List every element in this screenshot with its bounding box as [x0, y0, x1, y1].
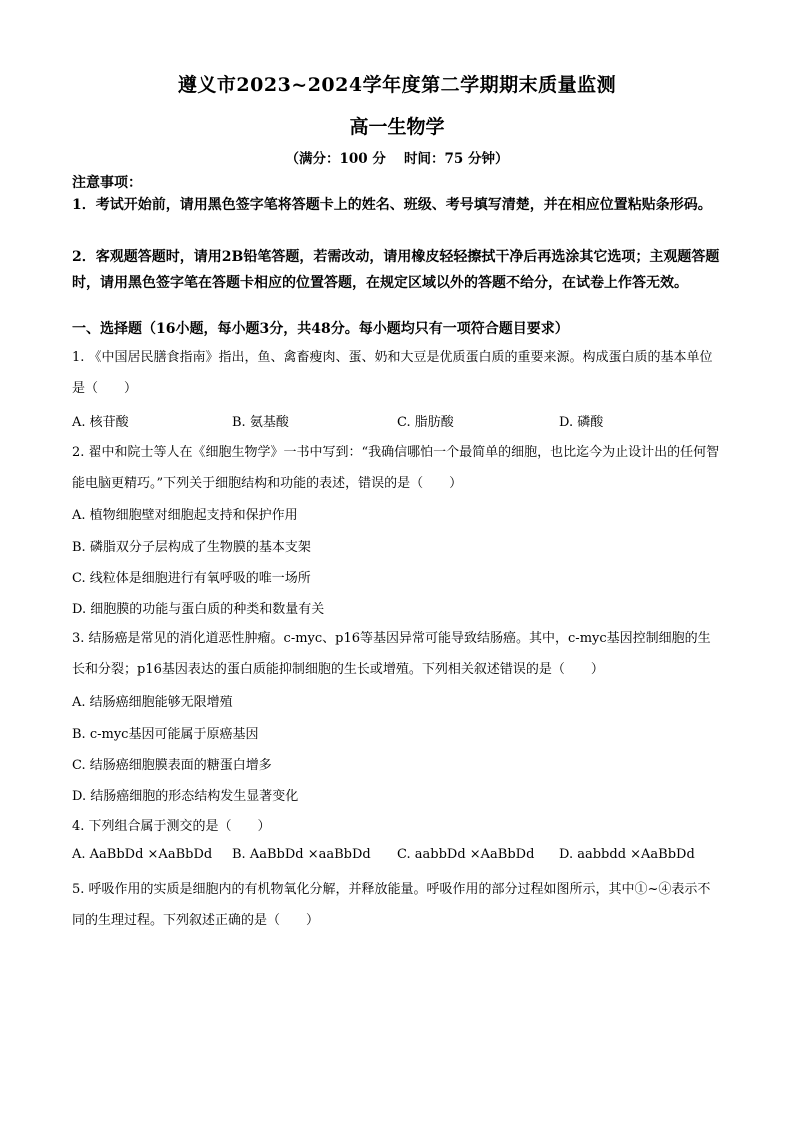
exam-title: 遵义市2023~2024学年度第二学期期末质量监测 [177, 74, 617, 96]
question-4-stem: 4. 下列组合属于测交的是（ ） [72, 819, 271, 834]
question-2-option-d: D. 细胞膜的功能与蛋白质的种类和数量有关 [72, 602, 325, 617]
question-4-option-d: D. aabbdd ×AaBbDd [559, 847, 695, 862]
exam-meta: （满分：100 分 时间：75 分钟） [285, 151, 509, 167]
notice-heading: 注意事项： [72, 175, 142, 191]
notice-item-2: 2．客观题答题时，请用2B铅笔答题，若需改动，请用橡皮轻轻擦拭干净后再选涂其它选项；主观题答题时，请用黑色签字笔在答题卡相应的位置答题，在规定区域以外的答题不给分，在试卷上作答无效。 [72, 249, 720, 291]
question-4-option-a: A. AaBbDd ×AaBbDd [72, 847, 213, 862]
question-1-option-c: C. 脂肪酸 [397, 415, 454, 430]
question-3-option-c: C. 结肠癌细胞膜表面的糖蛋白增多 [72, 758, 272, 773]
question-2-option-c: C. 线粒体是细胞进行有氧呼吸的唯一场所 [72, 571, 311, 586]
question-4-option-c: C. aabbDd ×AaBbDd [397, 847, 535, 862]
question-4-options [72, 847, 722, 867]
question-5-stem: 5. 呼吸作用的实质是细胞内的有机物氧化分解，并释放能量。呼吸作用的部分过程如图所示，其中①~④表示不同的生理过程。下列叙述正确的是（ ） [72, 882, 711, 928]
question-1-option-b: B. 氨基酸 [232, 415, 289, 430]
question-4-option-b: B. AaBbDd ×aaBbDd [232, 847, 371, 862]
exam-subject: 高一生物学 [349, 116, 445, 138]
question-2-stem: 2. 翟中和院士等人在《细胞生物学》一书中写到：“我确信哪怕一个最简单的细胞，也比迄今为止设计出的任何智能电脑更精巧。”下列关于细胞结构和功能的表述，错误的是（ ） [72, 445, 720, 491]
question-2-option-b: B. 磷脂双分子层构成了生物膜的基本支架 [72, 540, 311, 555]
question-3-stem: 3. 结肠癌是常见的消化道恶性肿瘤。c-myc、p16等基因异常可能导致结肠癌。其中，c-myc基因控制细胞的生长和分裂；p16基因表达的蛋白质能抑制细胞的生长或增殖。下列相关叙述错误的是（ ） [72, 631, 711, 677]
section-heading: 一、选择题（16小题，每小题3分，共48分。每小题均只有一项符合题目要求） [72, 321, 569, 337]
question-3-option-d: D. 结肠癌细胞的形态结构发生显著变化 [72, 789, 299, 804]
question-1-options [72, 411, 722, 431]
question-3-option-b: B. c-myc基因可能属于原癌基因 [72, 727, 259, 742]
question-2-option-a: A. 植物细胞壁对细胞起支持和保护作用 [72, 508, 298, 523]
notice-item-1: 1．考试开始前，请用黑色签字笔将答题卡上的姓名、班级、考号填写清楚，并在相应位置粘贴条形码。 [72, 197, 712, 213]
question-1-option-a: A. 核苷酸 [72, 415, 129, 430]
question-3-option-a: A. 结肠癌细胞能够无限增殖 [72, 695, 233, 710]
question-1-stem: 1. 《中国居民膳食指南》指出，鱼、禽畜瘦肉、蛋、奶和大豆是优质蛋白质的重要来源。构成蛋白质的基本单位是（ ） [72, 350, 713, 396]
question-1-option-d: D. 磷酸 [559, 415, 604, 430]
